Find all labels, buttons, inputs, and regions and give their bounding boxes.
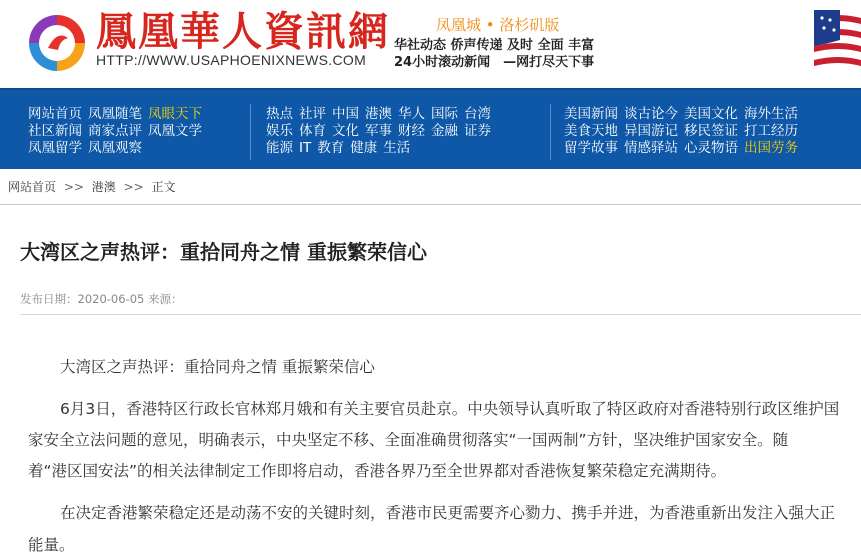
- site-header: [0, 0, 861, 88]
- nav-link[interactable]: 国际: [431, 106, 458, 122]
- nav-link[interactable]: 留学故事: [564, 140, 618, 156]
- nav-link[interactable]: 健康: [350, 140, 378, 156]
- breadcrumb-separator: >>: [123, 180, 144, 194]
- nav-row: [266, 123, 497, 140]
- nav-link[interactable]: 体育: [299, 123, 326, 139]
- promo-line-1: 华社动态 侨声传递 及时 全面 丰富: [394, 38, 595, 53]
- nav-link[interactable]: 军事: [365, 123, 392, 139]
- nav-link[interactable]: 娱乐: [266, 123, 293, 139]
- nav-link[interactable]: 情感驿站: [624, 140, 678, 156]
- nav-row: [266, 140, 497, 157]
- nav-divider: [250, 104, 251, 160]
- breadcrumb-current: 正文: [151, 180, 176, 194]
- nav-link[interactable]: 谈古论今: [624, 106, 678, 122]
- nav-link[interactable]: 异国游记: [624, 123, 678, 139]
- nav-divider: [550, 104, 551, 160]
- nav-link[interactable]: 打工经历: [744, 123, 798, 139]
- article-paragraph-2-line-3: 着“港区国安法”的相关法律制定工作即将启动，香港各界乃至全世界都对香港恢复繁荣稳定充满期待。: [28, 462, 727, 480]
- nav-link[interactable]: 凤凰随笔: [88, 106, 142, 122]
- nav-row: [564, 140, 804, 157]
- phoenix-logo-icon[interactable]: [26, 12, 88, 74]
- promo-title: 凤凰城 • 洛杉矶版: [436, 16, 560, 34]
- nav-column-2: [266, 106, 497, 157]
- nav-link[interactable]: 热点: [266, 106, 293, 122]
- article-paragraph-1: 大湾区之声热评：重拾同舟之情 重振繁荣信心: [60, 358, 375, 376]
- main-nav: [0, 88, 861, 169]
- nav-link[interactable]: 社区新闻: [28, 123, 82, 139]
- nav-link[interactable]: 证券: [464, 123, 491, 139]
- nav-link[interactable]: 商家点评: [88, 123, 142, 139]
- article-title: 大湾区之声热评：重拾同舟之情 重振繁荣信心: [20, 240, 427, 264]
- nav-link[interactable]: 心灵物语: [684, 140, 738, 156]
- nav-link[interactable]: 财经: [398, 123, 425, 139]
- nav-row: [564, 106, 804, 123]
- nav-link[interactable]: 移民签证: [684, 123, 738, 139]
- site-logo-text[interactable]: 鳳凰華人資訊網: [96, 8, 390, 55]
- article-paragraph-3-line-1: 在决定香港繁荣稳定还是动荡不安的关键时刻，香港市民更需要齐心勠力、携手并进，为香港重新出发注入强大正: [60, 504, 836, 522]
- nav-link[interactable]: 凤凰文学: [148, 123, 202, 139]
- nav-link[interactable]: 海外生活: [744, 106, 798, 122]
- nav-link[interactable]: 文化: [332, 123, 359, 139]
- article-paragraph-2-line-1: 6月3日，香港特区行政长官林郑月娥和有关主要官员赴京。中央领导认真听取了特区政府对香港特别行政区维护国: [60, 400, 840, 418]
- nav-link[interactable]: 美国文化: [684, 106, 738, 122]
- nav-link[interactable]: 凤凰观察: [88, 140, 142, 156]
- nav-link[interactable]: 教育: [317, 140, 345, 156]
- nav-row: [28, 106, 208, 123]
- nav-link[interactable]: 台湾: [464, 106, 491, 122]
- nav-link[interactable]: 出国劳务: [744, 140, 798, 156]
- breadcrumb-separator: >>: [63, 180, 84, 194]
- nav-link[interactable]: 生活: [383, 140, 411, 156]
- nav-link[interactable]: 金融: [431, 123, 458, 139]
- promo-line-2: 24小时滚动新闻 —网打尽天下事: [394, 55, 595, 70]
- article-paragraph-3-line-2: 能量。: [28, 536, 75, 554]
- nav-row: [564, 123, 804, 140]
- nav-link[interactable]: 能源: [266, 140, 293, 156]
- nav-link[interactable]: 美国新闻: [564, 106, 618, 122]
- nav-link[interactable]: IT: [299, 140, 312, 156]
- site-url: HTTP://WWW.USAPHOENIXNEWS.COM: [96, 52, 367, 68]
- nav-link[interactable]: 凤眼天下: [148, 106, 202, 122]
- nav-column-3: [564, 106, 804, 157]
- breadcrumb: [0, 169, 861, 205]
- breadcrumb-section[interactable]: 港澳: [91, 180, 116, 194]
- nav-link[interactable]: 网站首页: [28, 106, 82, 122]
- article-paragraph-2-line-2: 家安全立法问题的意见，明确表示，中央坚定不移、全面准确贯彻落实“一国两制”方针，坚决维护国家安全。随: [28, 431, 789, 449]
- divider: [20, 314, 861, 315]
- nav-link[interactable]: 港澳: [365, 106, 392, 122]
- us-flag-icon: [814, 10, 861, 74]
- nav-row: [28, 140, 208, 157]
- breadcrumb-home[interactable]: 网站首页: [8, 180, 57, 194]
- nav-link[interactable]: 凤凰留学: [28, 140, 82, 156]
- nav-link[interactable]: 华人: [398, 106, 425, 122]
- nav-column-1: [28, 106, 208, 157]
- nav-link[interactable]: 社评: [299, 106, 326, 122]
- nav-row: [266, 106, 497, 123]
- article-meta: 发布日期：2020-06-05 来源：: [20, 292, 183, 306]
- nav-link[interactable]: 美食天地: [564, 123, 618, 139]
- nav-row: [28, 123, 208, 140]
- nav-link[interactable]: 中国: [332, 106, 359, 122]
